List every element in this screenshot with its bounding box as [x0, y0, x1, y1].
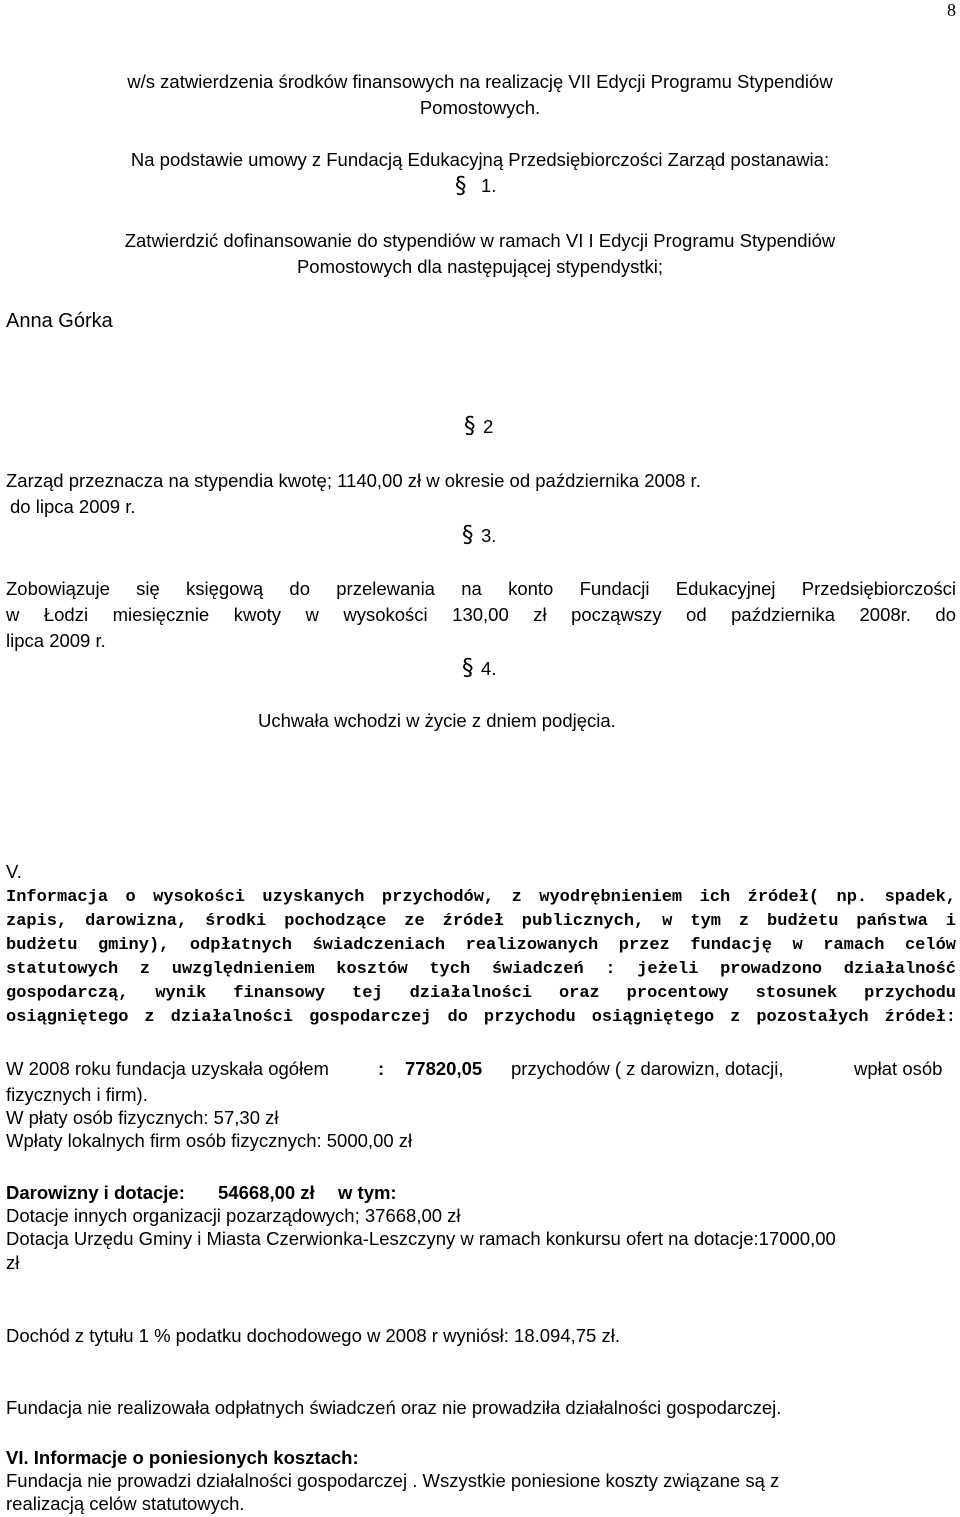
- p3-line-3: lipca 2009 r.: [6, 630, 106, 651]
- section-v-line-3: budżetu gminy), odpłatnych świadczeniach realizowanych przez fundację w ramach celów: [6, 936, 956, 955]
- income-label: W 2008 roku fundacja uzyskała ogółem: [6, 1058, 329, 1079]
- income-sources: przychodów ( z darowizn, dotacji,: [511, 1058, 784, 1079]
- intro-line-2: Pomostowych.: [419, 97, 541, 118]
- section-vi-line-1: Fundacja nie prowadzi działalności gospodarczej . Wszystkie poniesione koszty związane są z: [6, 1470, 780, 1491]
- p4-line-1: Uchwała wchodzi w życie z dniem podjęcia.: [258, 710, 616, 731]
- section-v-line-1: Informacja o wysokości uzyskanych przychodów, z wyodrębnieniem ich źródeł( np. spadek,: [6, 888, 956, 907]
- page-number: 8: [947, 0, 956, 20]
- section-number: 1.: [481, 175, 497, 196]
- section-v-heading: V.: [6, 861, 22, 882]
- income-colon: :: [378, 1058, 385, 1079]
- firm-payments: Wpłaty lokalnych firm osób fizycznych: 5000,00 zł: [6, 1130, 413, 1151]
- p3-line-2: w Łodzi miesięcznie kwoty w wysokości 130,00 zł począwszy od października 2008r. do: [6, 604, 956, 625]
- section-v-line-5: gospodarczą, wynik finansowy tej działalności oraz procentowy stosunek przychodu: [6, 984, 956, 1003]
- ngo-grants: Dotacje innych organizacji pozarządowych; 37668,00 zł: [6, 1205, 461, 1226]
- private-payments: W płaty osób fizycznych: 57,30 zł: [6, 1107, 279, 1128]
- section-sign-icon: §: [462, 522, 474, 548]
- income-sources-tail: wpłat osób: [854, 1058, 943, 1079]
- p1-line-2: Pomostowych dla następującej stypendystki;: [296, 256, 664, 277]
- donations-value: 54668,00 zł: [218, 1182, 315, 1203]
- intro-line-3: Na podstawie umowy z Fundacją Edukacyjną Przedsiębiorczości Zarząd postanawia:: [130, 149, 830, 170]
- section-number: 4.: [481, 658, 497, 679]
- section-vi-line-2: realizacją celów statutowych.: [6, 1493, 245, 1514]
- donations-suffix: w tym:: [338, 1182, 397, 1203]
- p1-line-1: Zatwierdzić dofinansowanie do stypendiów w ramach VI I Edycji Programu Stypendiów: [124, 230, 836, 251]
- section-number: 3.: [481, 525, 497, 546]
- municipal-grant-line-2: zł: [6, 1252, 20, 1273]
- section-sign-icon: §: [464, 413, 476, 439]
- section-sign-icon: §: [455, 173, 467, 199]
- no-paid-services: Fundacja nie realizowała odpłatnych świadczeń oraz nie prowadziła działalności gospodarczej.: [6, 1397, 782, 1418]
- p2-line-1: Zarząd przeznacza na stypendia kwotę; 1140,00 zł w okresie od października 2008 r.: [6, 470, 701, 491]
- section-v-line-6: osiągniętego z działalności gospodarczej do przychodu osiągniętego z pozostałych źródeł:: [6, 1008, 956, 1027]
- p3-line-1: Zobowiązuje się księgową do przelewania na konto Fundacji Edukacyjnej Przedsiębiorczości: [6, 578, 956, 599]
- p2-line-2: do lipca 2009 r.: [10, 496, 136, 517]
- intro-line-1: w/s zatwierdzenia środków finansowych na realizację VII Edycji Programu Stypendiów: [127, 71, 833, 92]
- section-vi-heading: VI. Informacje o poniesionych kosztach:: [6, 1447, 359, 1468]
- one-percent-income: Dochód z tytułu 1 % podatku dochodowego w 2008 r wyniósł: 18.094,75 zł.: [6, 1325, 620, 1346]
- donations-label: Darowizny i dotacje:: [6, 1182, 185, 1203]
- section-sign-icon: §: [462, 655, 474, 681]
- income-line-2: fizycznych i firm).: [6, 1084, 148, 1105]
- municipal-grant-line-1: Dotacja Urzędu Gminy i Miasta Czerwionka-Leszczyny w ramach konkursu ofert na dotacje:17000,00: [6, 1228, 836, 1249]
- section-v-line-4: statutowych z uwzględnieniem kosztów tych świadczeń : jeżeli prowadzono działalność: [6, 960, 956, 979]
- section-number: 2: [483, 416, 494, 437]
- scholar-name: Anna Górka: [6, 310, 113, 332]
- income-total: 77820,05: [405, 1058, 483, 1079]
- section-v-line-2: zapis, darowizna, środki pochodzące ze źródeł publicznych, w tym z budżetu państwa i: [6, 912, 956, 931]
